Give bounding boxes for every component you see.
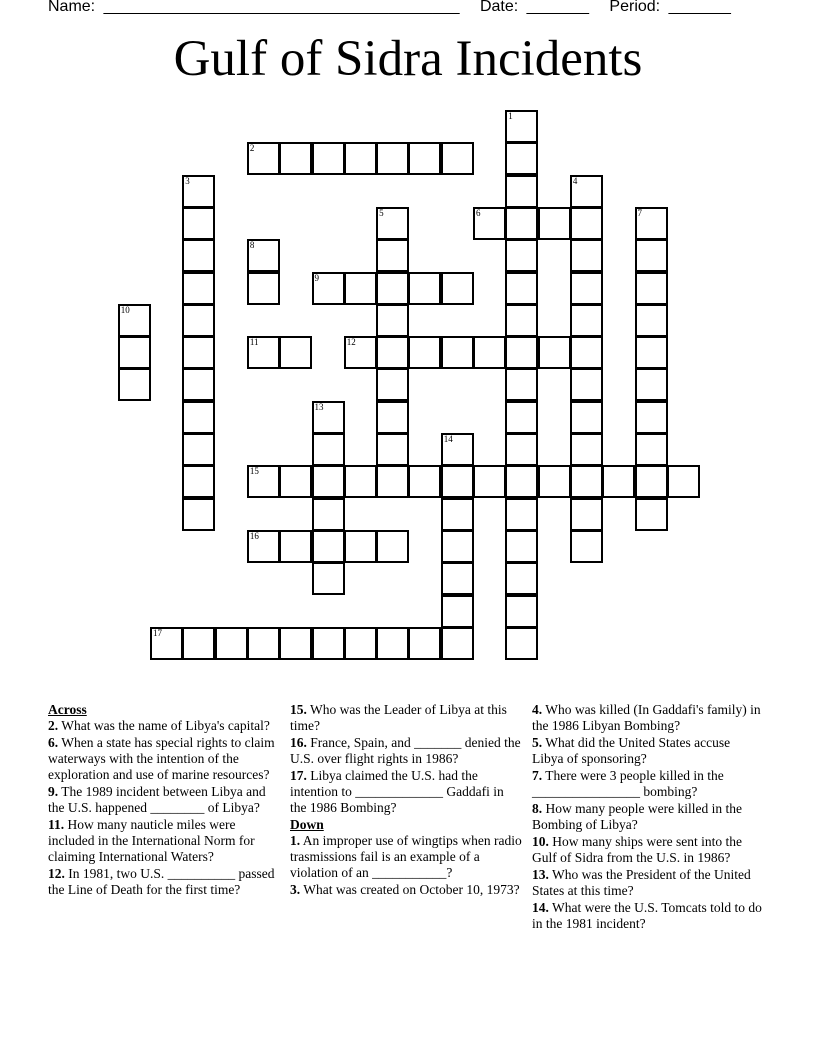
grid-cell[interactable] xyxy=(505,368,538,401)
grid-cell[interactable] xyxy=(505,239,538,272)
name-field[interactable]: ________________________________________ xyxy=(103,0,460,15)
grid-cell[interactable] xyxy=(570,530,603,563)
grid-cell[interactable] xyxy=(505,433,538,466)
grid-cell[interactable] xyxy=(408,142,441,175)
grid-cell[interactable] xyxy=(182,401,215,434)
grid-cell[interactable] xyxy=(247,530,280,563)
clue-across-17: 17. Libya claimed the U.S. had the intention to _____________ Gaddafi in the 1986 Bombing? xyxy=(290,768,504,815)
grid-cell[interactable] xyxy=(247,336,280,369)
grid-cell[interactable] xyxy=(570,465,603,498)
grid-cell[interactable] xyxy=(376,304,409,337)
grid-cell[interactable] xyxy=(538,207,571,240)
grid-cell[interactable] xyxy=(247,142,280,175)
grid-cell[interactable] xyxy=(312,272,345,305)
grid-cell[interactable] xyxy=(505,336,538,369)
grid-cell[interactable] xyxy=(376,142,409,175)
grid-cell[interactable] xyxy=(505,175,538,208)
grid-cell[interactable] xyxy=(247,272,280,305)
grid-cell[interactable] xyxy=(279,336,312,369)
grid-cell[interactable] xyxy=(441,272,474,305)
clue-number: 5 xyxy=(379,207,384,218)
grid-cell[interactable] xyxy=(279,530,312,563)
grid-cell[interactable] xyxy=(441,465,474,498)
grid-cell[interactable] xyxy=(376,401,409,434)
clue-down-14: 14. What were the U.S. Tomcats told to do in the 1981 incident? xyxy=(532,900,762,931)
grid-cell[interactable] xyxy=(505,401,538,434)
grid-cell[interactable] xyxy=(570,304,603,337)
grid-cell[interactable] xyxy=(635,304,668,337)
grid-cell[interactable] xyxy=(635,401,668,434)
clue-number: 7 xyxy=(637,207,642,218)
clue-number: 3 xyxy=(185,175,190,186)
grid-cell[interactable] xyxy=(635,336,668,369)
down-heading: Down xyxy=(290,817,324,832)
clue-across-2: 2. What was the name of Libya's capital? xyxy=(48,718,270,733)
date-label: Date: xyxy=(479,0,519,15)
grid-cell[interactable] xyxy=(344,142,377,175)
grid-cell[interactable] xyxy=(408,465,441,498)
clue-number: 13 xyxy=(314,401,324,412)
grid-cell[interactable] xyxy=(150,627,183,660)
grid-cell[interactable] xyxy=(182,239,215,272)
grid-cell[interactable] xyxy=(505,595,538,628)
grid-cell[interactable] xyxy=(441,498,474,531)
grid-cell[interactable] xyxy=(505,272,538,305)
date-field[interactable]: _______ xyxy=(526,0,589,15)
grid-cell[interactable] xyxy=(376,272,409,305)
grid-cell[interactable] xyxy=(505,304,538,337)
grid-cell[interactable] xyxy=(215,627,248,660)
grid-cell[interactable] xyxy=(182,304,215,337)
page-title: Gulf of Sidra Incidents xyxy=(173,31,643,87)
clue-number: 17 xyxy=(153,627,162,638)
grid-cell[interactable] xyxy=(441,562,474,595)
period-field[interactable]: _______ xyxy=(668,0,731,15)
clue-number: 9 xyxy=(314,272,319,283)
grid-cell[interactable] xyxy=(602,465,635,498)
clues-column-1 xyxy=(48,702,282,899)
grid-cell[interactable] xyxy=(182,175,215,208)
grid-cell[interactable] xyxy=(570,498,603,531)
grid-cell[interactable] xyxy=(312,401,345,434)
grid-cell[interactable] xyxy=(635,433,668,466)
clue-number: 8 xyxy=(249,240,255,251)
grid-cell[interactable] xyxy=(376,627,409,660)
grid-cell[interactable] xyxy=(376,336,409,369)
grid-cell[interactable] xyxy=(473,207,506,240)
grid-cell[interactable] xyxy=(570,272,603,305)
clue-down-1: 1. An improper use of wingtips when radio trasmissions fail is an example of a violation of an ___________? xyxy=(290,833,522,880)
grid-cell[interactable] xyxy=(635,498,668,531)
grid-cell[interactable] xyxy=(182,368,215,401)
grid-cell[interactable] xyxy=(570,175,603,208)
clue-across-15: 15. Who was the Leader of Libya at this time? xyxy=(290,702,507,733)
grid-cell[interactable] xyxy=(505,465,538,498)
clue-across-12: 12. In 1981, two U.S. __________ passed the Line of Death for the first time? xyxy=(48,866,275,897)
grid-cell[interactable] xyxy=(376,239,409,272)
grid-cell[interactable] xyxy=(635,368,668,401)
grid-cell[interactable] xyxy=(441,433,474,466)
clue-number: 4 xyxy=(572,175,578,186)
clue-down-8: 8. How many people were killed in the Bombing of Libya? xyxy=(532,801,742,832)
grid-cell[interactable] xyxy=(118,336,151,369)
grid-cell[interactable] xyxy=(505,207,538,240)
grid-cell[interactable] xyxy=(505,142,538,175)
grid-cell[interactable] xyxy=(312,530,345,563)
grid-cell[interactable] xyxy=(505,530,538,563)
name-label: Name: xyxy=(48,0,96,15)
clue-across-9: 9. The 1989 incident between Libya and the U.S. happened ________ of Libya? xyxy=(48,784,266,815)
grid-cell[interactable] xyxy=(182,627,215,660)
grid-cell[interactable] xyxy=(182,272,215,305)
across-heading: Across xyxy=(48,702,87,717)
grid-cell[interactable] xyxy=(118,368,151,401)
grid-cell[interactable] xyxy=(344,627,377,660)
clue-number: 16 xyxy=(249,530,259,541)
grid-cell[interactable] xyxy=(505,110,538,143)
clues-column-2 xyxy=(290,702,522,899)
grid-cell[interactable] xyxy=(279,142,312,175)
grid-cell[interactable] xyxy=(312,142,345,175)
clue-down-3: 3. What was created on October 10, 1973? xyxy=(290,882,520,897)
grid-cell[interactable] xyxy=(376,207,409,240)
grid-cell[interactable] xyxy=(441,530,474,563)
grid-cell[interactable] xyxy=(441,595,474,628)
grid-cell[interactable] xyxy=(376,368,409,401)
grid-cell[interactable] xyxy=(505,498,538,531)
grid-cell[interactable] xyxy=(376,530,409,563)
grid-cell[interactable] xyxy=(473,336,506,369)
grid-cell[interactable] xyxy=(635,239,668,272)
grid-cell[interactable] xyxy=(570,336,603,369)
grid-cell[interactable] xyxy=(344,272,377,305)
clue-across-16: 16. France, Spain, and _______ denied the U.S. over flight rights in 1986? xyxy=(290,735,521,766)
clue-number: 12 xyxy=(346,337,356,348)
clue-down-7: 7. There were 3 people killed in the ________________ bombing? xyxy=(532,768,724,799)
grid-cell[interactable] xyxy=(635,465,668,498)
grid-cell[interactable] xyxy=(312,465,345,498)
grid-cell[interactable] xyxy=(635,272,668,305)
grid-cell[interactable] xyxy=(182,498,215,531)
grid-cell[interactable] xyxy=(570,207,603,240)
grid-cell[interactable] xyxy=(570,368,603,401)
grid-cell[interactable] xyxy=(408,272,441,305)
clues-column-3 xyxy=(532,702,762,933)
grid-cell[interactable] xyxy=(247,627,280,660)
grid-cell[interactable] xyxy=(247,465,280,498)
grid-cell[interactable] xyxy=(505,562,538,595)
grid-cell[interactable] xyxy=(441,336,474,369)
grid-cell[interactable] xyxy=(344,530,377,563)
grid-cell[interactable] xyxy=(279,627,312,660)
grid-cell[interactable] xyxy=(312,498,345,531)
grid-cell[interactable] xyxy=(570,401,603,434)
clue-number: 15 xyxy=(249,466,259,477)
clue-down-5: 5. What did the United States accuse Libya of sponsoring? xyxy=(532,735,731,766)
grid-cell[interactable] xyxy=(312,433,345,466)
clue-number: 2 xyxy=(249,143,255,154)
grid-cell[interactable] xyxy=(505,627,538,660)
clue-number: 6 xyxy=(476,207,481,218)
clue-down-4: 4. Who was killed (In Gaddafi's family) in the 1986 Libyan Bombing? xyxy=(532,702,761,733)
period-label: Period: xyxy=(609,0,661,15)
grid-cell[interactable] xyxy=(441,627,474,660)
grid-cell[interactable] xyxy=(344,465,377,498)
grid-cell[interactable] xyxy=(376,465,409,498)
grid-cell[interactable] xyxy=(344,336,377,369)
clue-down-13: 13. Who was the President of the United States at this time? xyxy=(532,867,751,898)
grid-cell[interactable] xyxy=(408,336,441,369)
grid-cell[interactable] xyxy=(538,465,571,498)
grid-cell[interactable] xyxy=(570,433,603,466)
clue-number: 14 xyxy=(443,434,453,444)
grid-cell[interactable] xyxy=(182,465,215,498)
grid-cell[interactable] xyxy=(182,207,215,240)
clue-number: 11 xyxy=(249,337,259,348)
grid-cell[interactable] xyxy=(312,627,345,660)
grid-cell[interactable] xyxy=(667,465,700,498)
grid-cell[interactable] xyxy=(408,627,441,660)
grid-cell[interactable] xyxy=(635,207,668,240)
grid-cell[interactable] xyxy=(570,239,603,272)
grid-cell[interactable] xyxy=(182,336,215,369)
clue-number: 10 xyxy=(120,304,130,315)
grid-cell[interactable] xyxy=(376,433,409,466)
grid-cell[interactable] xyxy=(118,304,151,337)
grid-cell[interactable] xyxy=(441,142,474,175)
clue-across-6: 6. When a state has special rights to claim waterways with the intention of the exploration and use of marine resources? xyxy=(48,735,275,782)
grid-cell[interactable] xyxy=(247,239,280,272)
grid-cell[interactable] xyxy=(279,465,312,498)
grid-cell[interactable] xyxy=(473,465,506,498)
clue-number: 1 xyxy=(508,111,513,121)
grid-cell[interactable] xyxy=(538,336,571,369)
clue-across-11: 11. How many nauticle miles were included in the International Norm for claiming International Waters? xyxy=(48,817,255,864)
grid-cell[interactable] xyxy=(182,433,215,466)
clue-down-10: 10. How many ships were sent into the Gulf of Sidra from the U.S. in 1986? xyxy=(532,834,742,865)
grid-cell[interactable] xyxy=(312,562,345,595)
